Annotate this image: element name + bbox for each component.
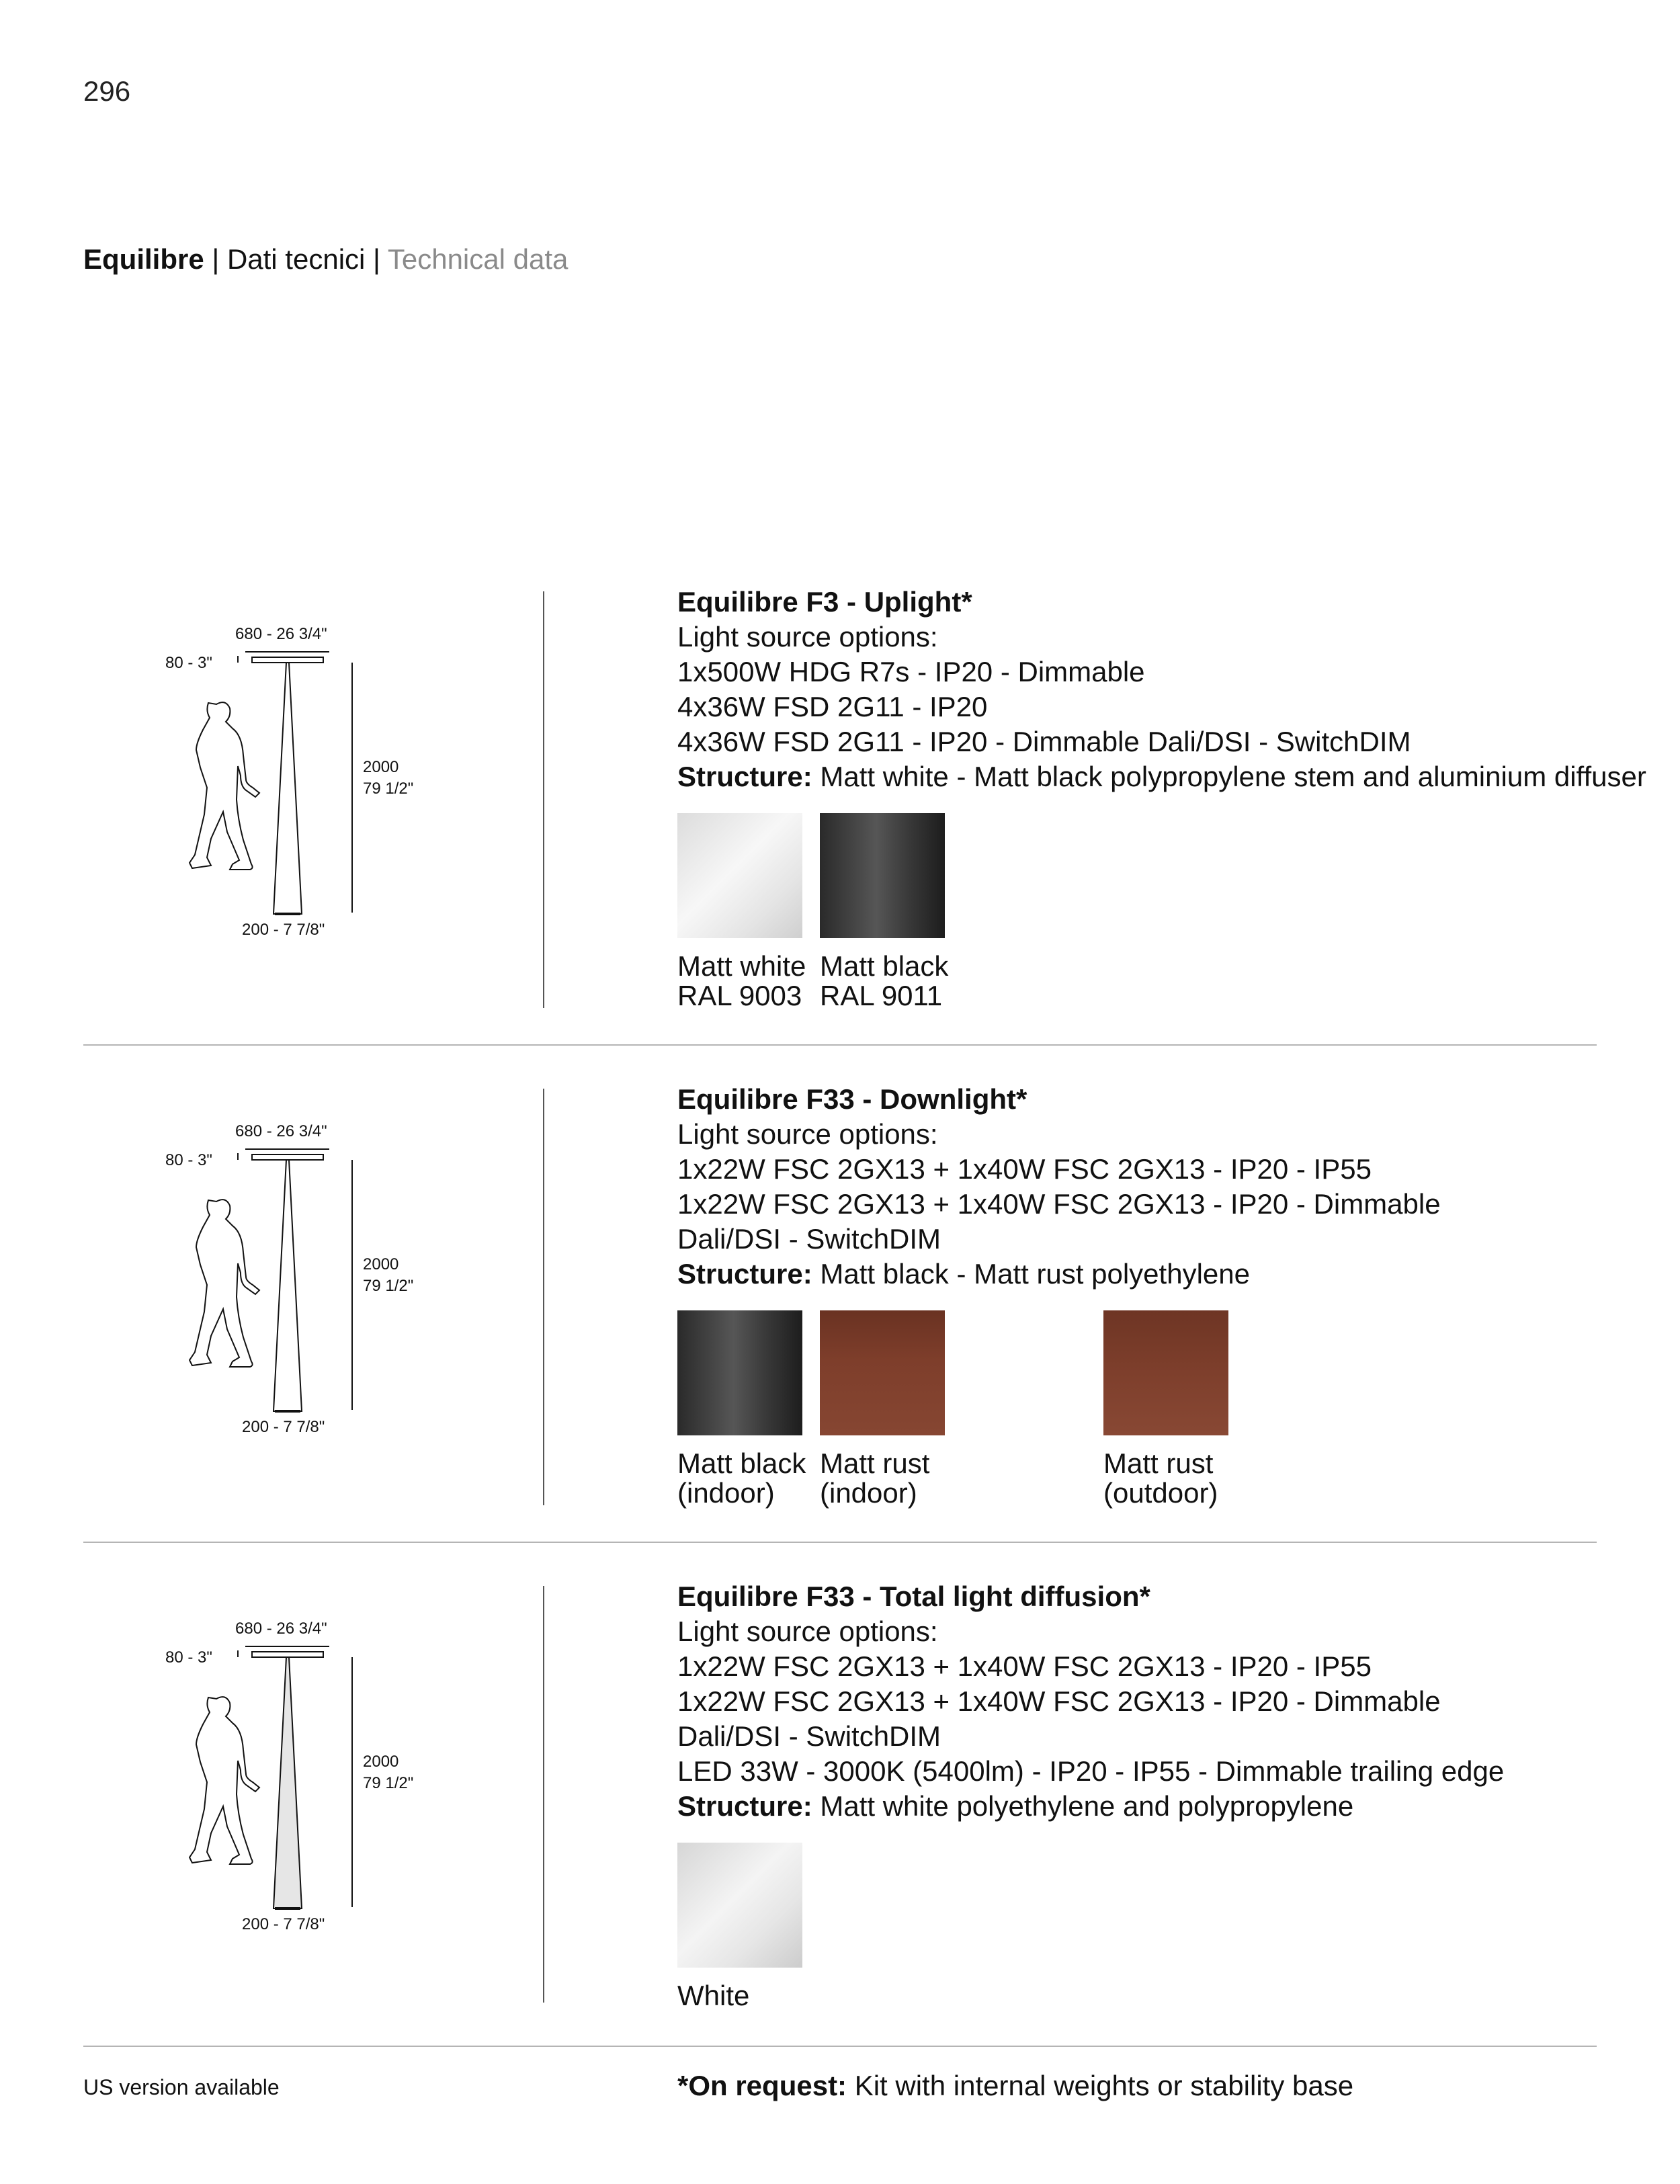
structure-text: Matt white polyethylene and polypropylene <box>812 1790 1354 1822</box>
spec-line: 1x22W FSC 2GX13 + 1x40W FSC 2GX13 - IP20 - Dimmable <box>677 1685 1441 1717</box>
swatch-white <box>677 1843 802 1968</box>
swatch-label: Matt black (indoor) <box>677 1447 806 1509</box>
spec-block <box>677 585 1646 794</box>
swatch-label: Matt rust (indoor) <box>820 1447 930 1509</box>
swatch-label: White <box>677 1980 750 2011</box>
structure-line <box>677 759 1646 794</box>
dim-height-in: 79 1/2" <box>363 1277 414 1295</box>
vertical-divider <box>543 1089 544 1505</box>
spec-line: Dali/DSI - SwitchDIM <box>677 1720 941 1752</box>
spec-line: Dali/DSI - SwitchDIM <box>677 1223 941 1255</box>
swatch-matt-white <box>677 813 802 938</box>
section-title: Equilibre F33 - Downlight* <box>677 1083 1027 1115</box>
dim-width: 680 - 26 3/4" <box>235 1122 327 1140</box>
on-request-note <box>677 2070 1353 2102</box>
dim-top: 80 - 3" <box>165 654 212 672</box>
structure-label: Structure: <box>677 1790 812 1822</box>
dim-top: 80 - 3" <box>165 1151 212 1169</box>
page-title <box>83 243 568 276</box>
title-separator: | <box>204 243 227 275</box>
swatch-matt-rust-indoor <box>820 1310 945 1435</box>
dim-base: 200 - 7 7/8" <box>242 921 325 939</box>
structure-line <box>677 1789 1605 1824</box>
title-english: Technical data <box>387 243 569 275</box>
swatch-matt-black-indoor <box>677 1310 802 1435</box>
lamp-silhouette-icon <box>148 625 430 921</box>
lamp-dimension-drawing <box>148 625 430 941</box>
vertical-divider <box>543 1586 544 2003</box>
on-request-label: *On request: <box>677 2070 847 2101</box>
section-divider <box>83 1542 1597 1543</box>
spec-line: 4x36W FSD 2G11 - IP20 <box>677 691 988 722</box>
on-request-text: Kit with internal weights or stability base <box>847 2070 1354 2101</box>
spec-line: Light source options: <box>677 1118 938 1150</box>
dim-width: 680 - 26 3/4" <box>235 625 327 643</box>
lamp-dimension-drawing <box>148 1122 430 1438</box>
section-title: Equilibre F3 - Uplight* <box>677 586 972 618</box>
dim-height-in: 79 1/2" <box>363 780 414 798</box>
spec-line: Light source options: <box>677 621 938 653</box>
structure-label: Structure: <box>677 1258 812 1290</box>
section-f3-uplight <box>0 585 1680 1068</box>
section-divider <box>83 1044 1597 1046</box>
swatch-matt-rust-outdoor <box>1103 1310 1228 1435</box>
spec-line: Light source options: <box>677 1615 938 1647</box>
spec-line: 1x22W FSC 2GX13 + 1x40W FSC 2GX13 - IP20 - IP55 <box>677 1650 1372 1682</box>
lamp-silhouette-icon <box>148 1122 430 1418</box>
us-version-note: US version available <box>83 2075 280 2099</box>
dim-top: 80 - 3" <box>165 1648 212 1667</box>
section-divider <box>83 2046 1597 2047</box>
vertical-divider <box>543 591 544 1008</box>
dim-height-in: 79 1/2" <box>363 1774 414 1792</box>
dim-base: 200 - 7 7/8" <box>242 1418 325 1436</box>
title-italian: Dati tecnici <box>226 243 366 275</box>
page-number: 296 <box>83 75 131 107</box>
structure-line <box>677 1257 1605 1292</box>
dim-height-mm: 2000 <box>363 1753 399 1771</box>
title-product: Equilibre <box>83 243 204 275</box>
spec-line: 1x500W HDG R7s - IP20 - Dimmable <box>677 656 1145 687</box>
swatch-matt-black <box>820 813 945 938</box>
section-f33-downlight <box>0 1082 1680 1566</box>
structure-text: Matt black - Matt rust polyethylene <box>812 1258 1250 1290</box>
dim-height-mm: 2000 <box>363 758 399 776</box>
dim-base: 200 - 7 7/8" <box>242 1915 325 1933</box>
spec-line: 1x22W FSC 2GX13 + 1x40W FSC 2GX13 - IP20 - IP55 <box>677 1153 1372 1185</box>
lamp-dimension-drawing <box>148 1620 430 1935</box>
section-title: Equilibre F33 - Total light diffusion* <box>677 1581 1150 1612</box>
spec-line: LED 33W - 3000K (5400lm) - IP20 - IP55 - Dimmable trailing edge <box>677 1755 1505 1787</box>
swatch-label: Matt black RAL 9011 <box>820 950 949 1011</box>
spec-block <box>677 1579 1605 1824</box>
swatch-label: Matt white RAL 9003 <box>677 950 806 1011</box>
title-separator: | <box>365 243 388 275</box>
structure-label: Structure: <box>677 761 812 792</box>
swatch-label: Matt rust (outdoor) <box>1103 1447 1218 1509</box>
section-f33-total-diffusion <box>0 1579 1680 2063</box>
dim-width: 680 - 26 3/4" <box>235 1620 327 1638</box>
spec-block <box>677 1082 1605 1292</box>
spec-line: 1x22W FSC 2GX13 + 1x40W FSC 2GX13 - IP20 - Dimmable <box>677 1188 1441 1220</box>
spec-line: 4x36W FSD 2G11 - IP20 - Dimmable Dali/DSI - SwitchDIM <box>677 726 1411 757</box>
structure-text: Matt white - Matt black polypropylene stem and aluminium diffuser <box>812 761 1646 792</box>
dim-height-mm: 2000 <box>363 1255 399 1273</box>
lamp-silhouette-icon <box>148 1620 430 1915</box>
